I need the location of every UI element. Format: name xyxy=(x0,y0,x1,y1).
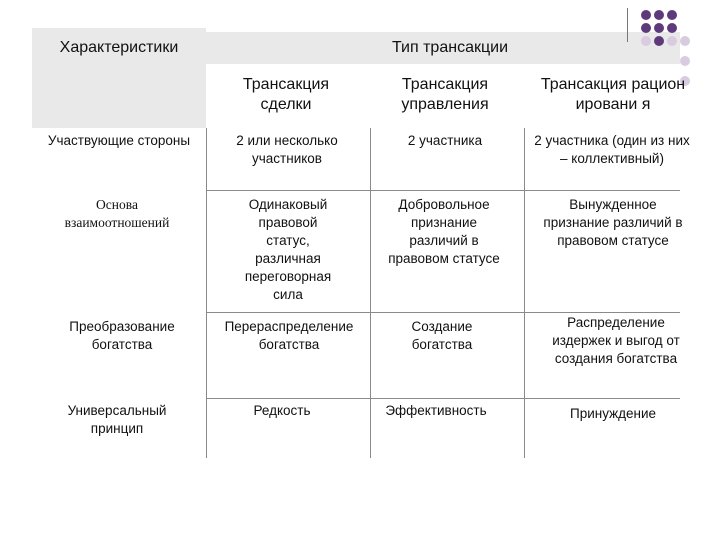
row4-rationing: Принуждение xyxy=(569,406,657,421)
row-label-parties: Участвующие стороны xyxy=(47,133,191,148)
header-col-rationing: Трансакция рационировани я xyxy=(540,76,686,113)
header-transaction-type: Тип трансакции xyxy=(391,39,508,56)
row4-deal: Редкость xyxy=(253,403,311,418)
row-label-wealth: Преобразование богатства xyxy=(69,319,175,352)
row3-rationing: Распределение издержек и выгод от создания богатства xyxy=(552,315,680,366)
row-label-principle: Универсальный принцип xyxy=(67,403,167,436)
row1-management: 2 участника xyxy=(407,133,483,148)
row2-deal: Одинаковый правовой статус, различная переговорная сила xyxy=(244,197,332,302)
header-characteristics: Характеристики xyxy=(59,39,179,56)
col-divider-2 xyxy=(370,128,371,458)
row3-deal: Перераспределение богатства xyxy=(224,319,354,352)
header-col-deal: Трансакция сделки xyxy=(242,76,330,113)
row-label-relations: Основа взаимоотношений xyxy=(64,197,170,230)
row-divider-3 xyxy=(206,398,680,399)
row-divider-2 xyxy=(206,312,680,313)
col-divider-1 xyxy=(206,128,207,458)
row3-management: Создание богатства xyxy=(411,319,473,352)
row1-deal: 2 или несколько участников xyxy=(236,133,338,166)
decor-vertical-line xyxy=(627,8,628,42)
header-col-management: Трансакция управления xyxy=(401,76,489,113)
row2-rationing: Вынужденное признание различий в правовом статусе xyxy=(543,197,683,248)
row-divider-1 xyxy=(206,190,680,191)
row2-management: Добровольное признание различий в правовом статусе xyxy=(388,197,500,266)
row4-management: Эффективность xyxy=(385,403,487,418)
col-divider-3 xyxy=(524,128,525,458)
row1-rationing: 2 участника (один из них – коллективный) xyxy=(534,133,690,166)
